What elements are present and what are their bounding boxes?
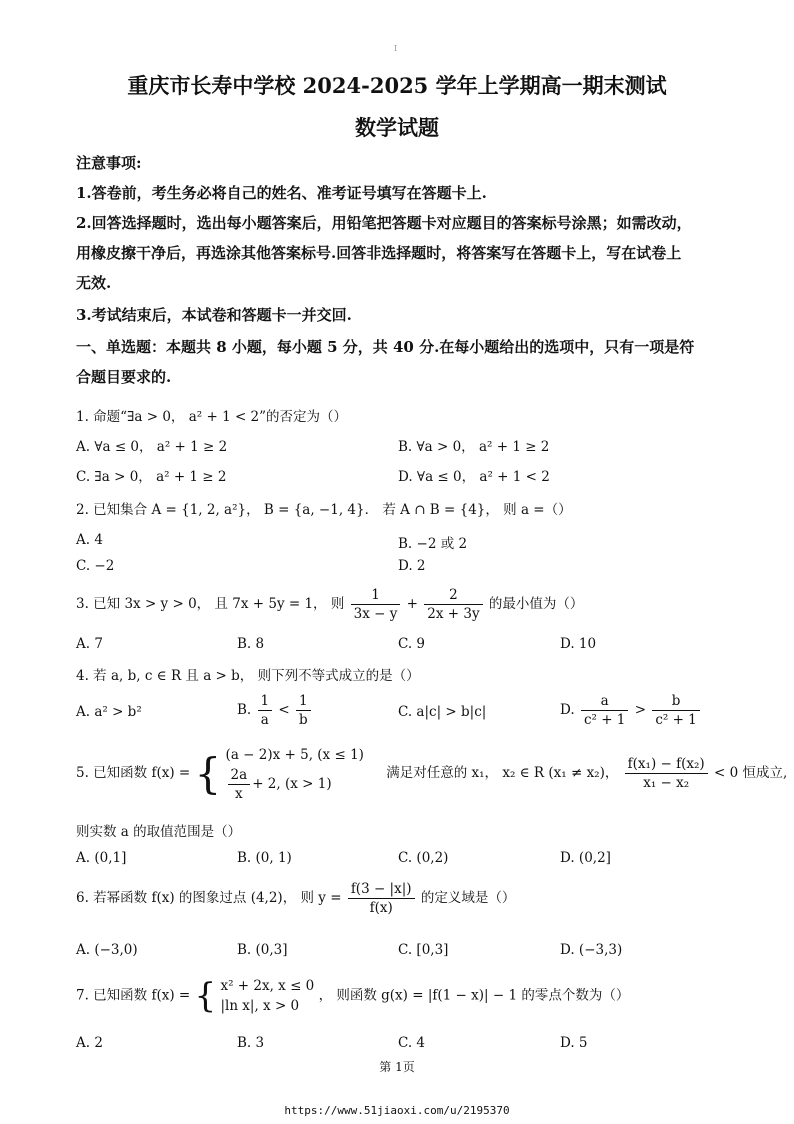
section1-line2: 合题目要求的.	[76, 368, 172, 386]
q5-option-b: B. (0, 1)	[237, 850, 292, 866]
q4-option-b: B. $\frac{1}{a}$ < $\frac{1}{b}$	[237, 692, 313, 729]
q5-piecewise: (a − 2)x + 5, (x ≤ 1) $\frac{2a}{x}$ + 2, (x > 1)	[225, 747, 364, 802]
note-2b: 用橡皮擦干净后，再选涂其他答案标号.回答非选择题时，将答案写在答题卡上，写在试卷上	[76, 244, 682, 262]
q3-stem	[76, 586, 583, 623]
q3-option-d: D. 10	[560, 636, 597, 652]
exam-subtitle: 数学试题	[355, 115, 439, 140]
q1-option-a: A. ∀a ≤ 0， a² + 1 ≥ 2	[76, 439, 228, 455]
q3-fraction-1: $\frac{1}{3x - y}$	[351, 586, 401, 623]
q4-option-d: D. $\frac{a}{\text{c² + 1}}$ > $\frac{b}{\text{c² + 1}}$	[560, 692, 702, 729]
note-2c: 无效.	[76, 274, 112, 292]
q7-option-d: D. 5	[560, 1035, 588, 1051]
page-number: 第 1页	[379, 1060, 415, 1074]
q1-stem: 1. 命题“∃a > 0， a² + 1 < 2”的否定为（）	[76, 409, 348, 425]
q6-option-b: B. (0,3]	[237, 942, 288, 958]
q3-option-b: B. 8	[237, 636, 265, 652]
q4-option-c: C. a|c| > b|c|	[398, 704, 487, 720]
section1-line1: 一、单选题：本题共 8 小题，每小题 5 分，共 40 分.在每小题给出的选项中，只有一项是符	[76, 338, 695, 356]
q2-stem: 2. 已知集合 A = {1, 2, a²}， B = {a, −1, 4}． 若 A ∩ B = {4}， 则 a =（）	[76, 502, 572, 518]
q5-option-c: C. (0,2)	[398, 850, 449, 866]
q7-piecewise: x² + 2x, x ≤ 0 |ln x|, x > 0	[220, 978, 315, 1014]
q3-option-a: A. 7	[76, 636, 103, 652]
q7-option-a: A. 2	[76, 1035, 103, 1051]
q2-option-a: A. 4	[76, 532, 103, 548]
q5-option-d: D. (0,2]	[560, 850, 611, 866]
q4-stem: 4. 若 a, b, c ∈ R 且 a > b， 则下列不等式成立的是（）	[76, 668, 420, 684]
q2-option-d: D. 2	[398, 558, 426, 574]
q3-option-c: C. 9	[398, 636, 426, 652]
note-3: 3.考试结束后，本试卷和答题卡一并交回.	[76, 306, 352, 324]
q6-option-a: A. (−3,0)	[76, 942, 138, 958]
source-url[interactable]: https://www.51jiaoxi.com/u/2195370	[284, 1104, 510, 1117]
q1-option-d: D. ∀a ≤ 0， a² + 1 < 2	[398, 469, 550, 485]
q1-option-c: C. ∃a > 0， a² + 1 ≥ 2	[76, 469, 227, 485]
q3-stem-post: 的最小值为（）	[488, 596, 584, 612]
q5-fraction: $\frac{\text{f(x₁) − f(x₂)}}{\text{x₁ − x₂}}$	[625, 755, 708, 792]
q3-fraction-2: $\frac{2}{2x + 3y}$	[424, 586, 482, 623]
q4-option-a: A. a² > b²	[76, 704, 142, 720]
note-1: 1.答卷前，考生务必将自己的姓名、准考证号填写在答题卡上.	[76, 184, 487, 202]
q5-line2: 则实数 a 的取值范围是（）	[76, 824, 242, 840]
q1-option-b: B. ∀a > 0， a² + 1 ≥ 2	[398, 439, 550, 455]
q5-option-a: A. (0,1]	[76, 850, 127, 866]
q6-stem: 6. 若幂函数 f(x) 的图象过点 (4,2)， 则 y = $\frac{f(3 - |x|)}{f(x)}$ 的定义域是（）	[76, 881, 516, 916]
q2-option-b: B. −2 或 2	[398, 536, 468, 552]
q2-option-c: C. −2	[76, 558, 115, 574]
notes-heading: 注意事项:	[76, 154, 142, 172]
q6-option-d: D. (−3,3)	[560, 942, 623, 958]
q7-option-b: B. 3	[237, 1035, 265, 1051]
q7-option-c: C. 4	[398, 1035, 426, 1051]
note-2a: 2.回答选择题时，选出每小题答案后，用铅笔把答题卡对应题目的答案标号涂黑；如需改动，	[76, 214, 692, 232]
exam-title: 重庆市长寿中学校 2024-2025 学年上学期高一期末测试	[127, 73, 667, 98]
q6-option-c: C. [0,3]	[398, 942, 449, 958]
q3-stem-pre: 3. 已知 3x > y > 0， 且 7x + 5y = 1， 则	[76, 596, 345, 612]
q5-stem: 5. 已知函数 f(x) = { (a − 2)x + 5, (x ≤ 1) $\frac{2a}{x}$ + 2, (x > 1) 满足对任意的 x₁， x₂ ∈ R (x₁ ≠ x₂)， $\frac{\text{f(x₁) − f(x₂)}}{\text{x₁ − x₂}}$ < 0 恒成立,	[76, 744, 787, 803]
q3-plus: +	[406, 596, 418, 612]
q6-fraction: $\frac{f(3 - |x|)}{f(x)}$	[348, 880, 415, 917]
top-mark: I	[394, 44, 398, 53]
q7-stem: 7. 已知函数 f(x) = { x² + 2x, x ≤ 0 |ln x|, x > 0 ， 则函数 g(x) = |f(1 − x)| − 1 的零点个数为（）	[76, 976, 630, 1016]
